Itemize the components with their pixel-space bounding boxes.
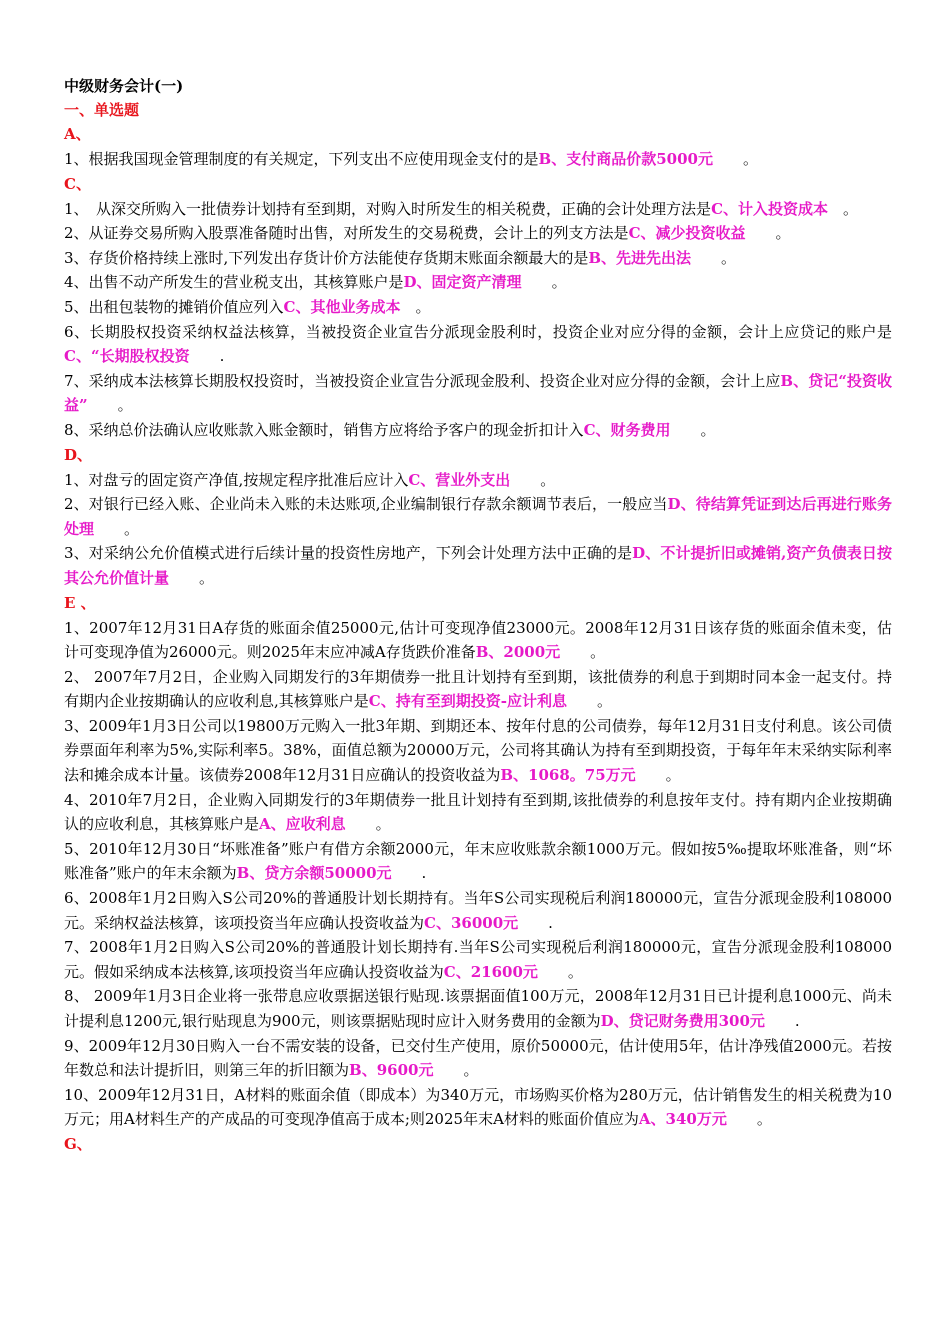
answer-text: C、36000元 (424, 913, 519, 932)
answer-text: B、先进先出法 (588, 248, 692, 267)
question-tail: . (764, 1012, 800, 1030)
question-tail: 。 (712, 150, 758, 168)
document-title: 中级财务会计(一) (64, 77, 184, 95)
answer-text: D、固定资产清理 (403, 273, 522, 292)
question-tail: 。 (670, 420, 716, 439)
question-item (64, 492, 892, 541)
question-item (64, 541, 892, 590)
question-item (64, 246, 892, 271)
answer-text: C、营业外支出 (408, 470, 511, 489)
question-tail: 。 (745, 224, 791, 243)
answer-text: A、340万元 (638, 1110, 727, 1129)
question-item (64, 221, 892, 246)
question-text: 9、2009年12月30日购入一台不需安装的设备，已交付生产使用，原价50000元，估计使用5年，估计净残值2000元。若按年数总和法计提折旧，则第三年的折旧额为 (64, 1036, 892, 1080)
question-tail: 。 (691, 248, 737, 267)
answer-text: C、其他业务成本 (283, 297, 401, 316)
question-item (64, 788, 892, 837)
question-text: 5、2010年12月30日“坏账准备”账户有借方余额2000元，年末应收账款余额1000万元。假如按5‰提取坏账准备，则“坏账准备”账户的年末余额为 (64, 839, 892, 883)
question-tail: 。 (87, 396, 133, 415)
question-item (64, 886, 892, 935)
question-item (64, 1083, 892, 1132)
question-text: 7、采纳成本法核算长期股权投资时，当被投资企业宣告分派现金股利、投资企业对应分得的金额，会计上应 (64, 371, 781, 390)
question-text: 2、 2007年7月2日，企业购入同期发行的3年期债券一批且计划持有至到期，该批债券的利息于到期时同本金一起支付。持有期内企业按期确认的应收利息,其核算账户是 (64, 667, 892, 711)
answer-text: D、不计提折旧或摊销,资产负债表日按其公允价值计量 (64, 544, 892, 587)
answer-text: B、支付商品价款5000元 (538, 150, 713, 168)
question-groups (64, 122, 892, 1157)
question-tail: 。 (521, 273, 567, 292)
question-item (64, 468, 892, 493)
answer-text: B、贷方余额50000元 (236, 864, 392, 883)
question-tail: . (189, 347, 225, 366)
answer-text: C、持有至到期投资-应计利息 (368, 692, 567, 711)
answer-text: C、“长期股权投资 (64, 347, 190, 366)
question-tail: 。 (726, 1110, 772, 1129)
question-text: 3、存货价格持续上涨时,下列发出存货计价方法能使存货期末账面余额最大的是 (64, 248, 589, 267)
group-letter-heading: A、 (64, 125, 91, 143)
question-tail: 。 (94, 519, 140, 538)
question-item (64, 665, 892, 714)
question-tail: 。 (828, 199, 859, 218)
question-text: 2、从证券交易所购入股票准备随时出售，对所发生的交易税费，会计上的列支方法是 (64, 224, 629, 243)
question-text: 8、 2009年1月3日企业将一张带息应收票据送银行贴现.该票据面值100万元，2008年12月31日已计提利息1000元、尚未计提利息1200元,银行贴现息为900元，则该票据贴现时应计入财务费用的金额为 (64, 987, 892, 1030)
question-tail: 。 (566, 692, 612, 711)
question-item (64, 197, 892, 222)
answer-text: B、1068。75万元 (500, 766, 636, 785)
question-text: 6、长期股权投资采纳权益法核算，当被投资企业宣告分派现金股利时，投资企业对应分得的金额，会计上应贷记的账户是 (64, 322, 892, 341)
answer-text: C、财务费用 (583, 420, 671, 439)
question-tail: 。 (560, 643, 606, 662)
question-tail: 。 (537, 962, 583, 981)
question-text: 10、2009年12月31日，A材料的账面余值（即成本）为340万元，市场购买价格为280万元，估计销售发生的相关税费为10万元；用A材料生产的产成品的可变现净值高于成本;则2025年末A材料的账面价值应为 (64, 1085, 892, 1129)
question-tail: . (518, 913, 553, 932)
question-text: 1、对盘亏的固定资产净值,按规定程序批准后应计入 (64, 470, 409, 489)
question-text: 4、出售不动产所发生的营业税支出，其核算账户是 (64, 273, 404, 292)
question-item (64, 147, 892, 172)
question-text: 8、采纳总价法确认应收账款入账金额时，销售方应将给予客户的现金折扣计入 (64, 420, 584, 439)
question-tail: . (391, 864, 427, 883)
question-item (64, 418, 892, 443)
question-tail: 。 (169, 568, 215, 587)
question-item (64, 837, 892, 886)
answer-text: B、2000元 (475, 643, 561, 662)
question-tail: 。 (400, 297, 431, 316)
question-text: 6、2008年1月2日购入S公司20%的普通股计划长期持有。当年S公司实现税后利润180000元，宣告分派现金股利108000元。采纳权益法核算，该项投资当年应确认投资收益为 (64, 889, 892, 932)
document-page (64, 74, 892, 1157)
question-item (64, 1034, 892, 1083)
answer-text: C、21600元 (443, 962, 538, 981)
question-tail: 。 (345, 815, 391, 834)
answer-text: B、贷记“投资收益” (64, 371, 892, 415)
question-tail: 。 (635, 766, 681, 785)
question-tail: 。 (433, 1061, 479, 1080)
answer-text: C、减少投资收益 (628, 224, 746, 243)
question-tail: 。 (510, 470, 556, 489)
question-text: 1、 从深交所购入一批债券计划持有至到期，对购入时所发生的相关税费，正确的会计处理方法是 (64, 199, 712, 218)
question-item (64, 369, 892, 418)
answer-text: B、9600元 (349, 1061, 434, 1080)
question-item (64, 320, 892, 369)
question-text: 5、出租包装物的摊销价值应列入 (64, 297, 284, 316)
question-text: 3、对采纳公允价值模式进行后续计量的投资性房地产，下列会计处理方法中正确的是 (64, 544, 633, 563)
answer-text: D、贷记财务费用300元 (600, 1012, 765, 1030)
group-letter-heading: E 、 (64, 593, 96, 612)
question-text: 1、2007年12月31日A存货的账面余值25000元,估计可变现净值23000元。2008年12月31日该存货的账面余值未变，估计可变现净值为26000元。则2025年末应冲减A存货跌价准备 (64, 618, 892, 662)
question-item (64, 935, 892, 984)
question-item (64, 984, 892, 1033)
question-text: 2、对银行已经入账、企业尚未入账的未达账项,企业编制银行存款余额调节表后，一般应当 (64, 495, 668, 514)
question-text: 7、2008年1月2日购入S公司20%的普通股计划长期持有.当年S公司实现税后利润180000元，宣告分派现金股利108000元。假如采纳成本法核算,该项投资当年应确认投资收益为 (64, 938, 892, 981)
question-item (64, 714, 892, 788)
section-heading: 一、单选题 (64, 101, 140, 119)
answer-text: A、应收利息 (259, 815, 346, 834)
answer-text: C、计入投资成本 (711, 199, 829, 218)
question-item (64, 616, 892, 665)
answer-text: D、待结算凭证到达后再进行账务处理 (64, 495, 892, 538)
group-letter-heading: C、 (64, 174, 91, 193)
group-letter-heading: G、 (64, 1134, 92, 1153)
question-text: 4、2010年7月2日，企业购入同期发行的3年期债券一批且计划持有至到期,该批债券的利息按年支付。持有期内企业按期确认的应收利息，其核算账户是 (64, 790, 892, 834)
group-letter-heading: D、 (64, 445, 93, 464)
question-text: 1、根据我国现金管理制度的有关规定，下列支出不应使用现金支付的是 (64, 150, 539, 168)
question-item (64, 295, 892, 320)
question-text: 3、2009年1月3日公司以19800万元购入一批3年期、到期还本、按年付息的公司债券，每年12月31日支付利息。该公司债券票面年利率为5%,实际利率5。38%，面值总额为20000万元，公司将其确认为持有至到期投资，于每年年末采纳实际利率法和摊余成本计量。该债券2008年12月31日应确认的投资收益为 (64, 716, 892, 785)
question-item (64, 270, 892, 295)
